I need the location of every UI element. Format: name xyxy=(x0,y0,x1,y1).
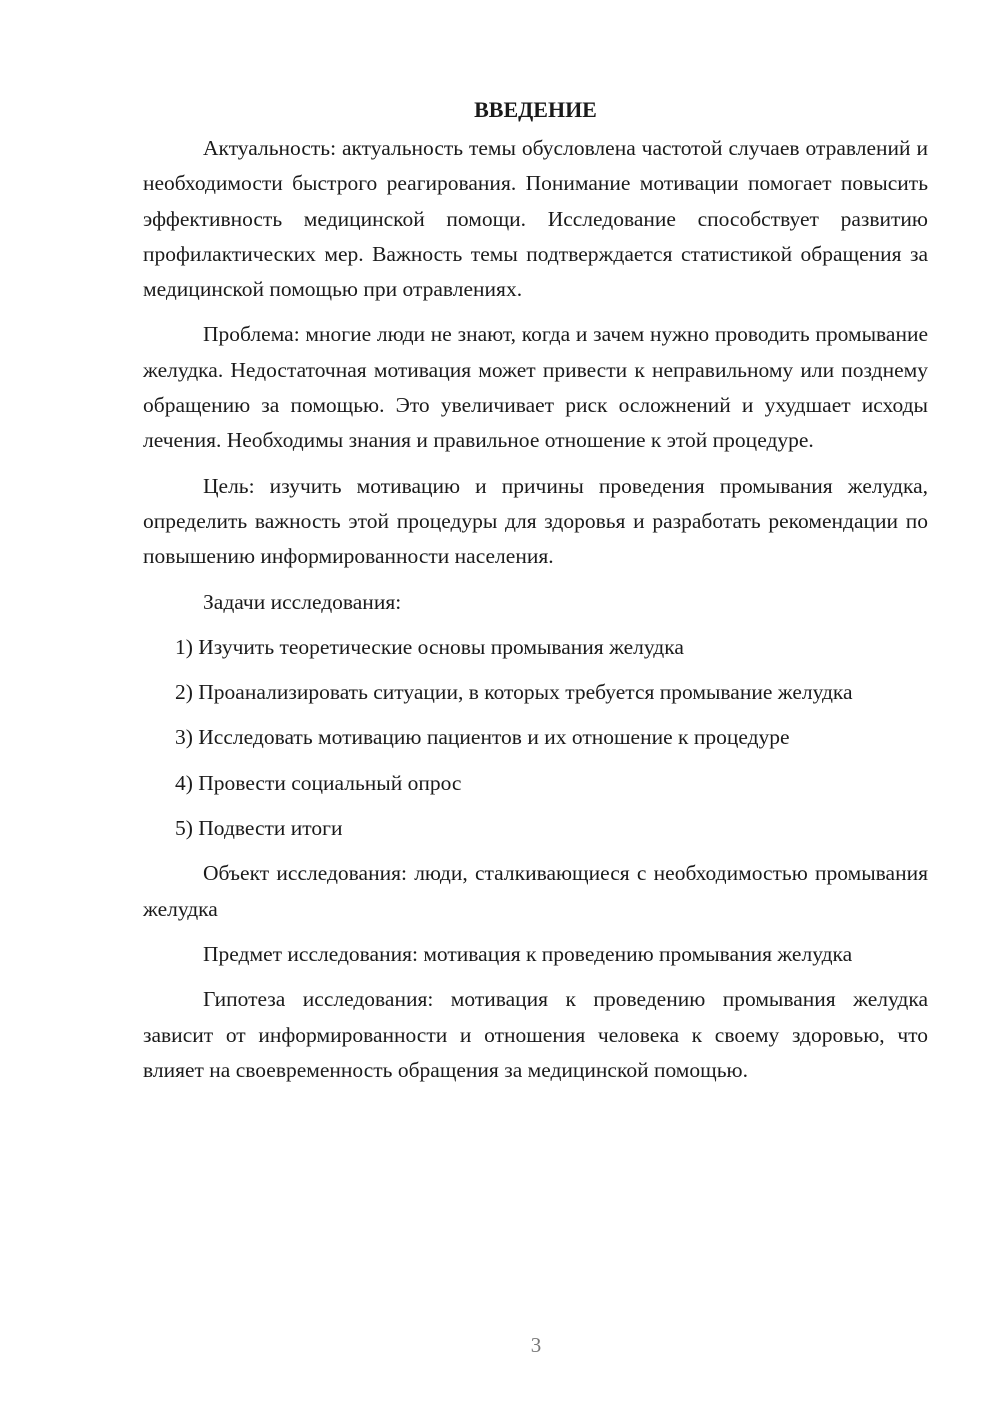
task-item: 4) Провести социальный опрос xyxy=(175,770,462,795)
paragraph-goal: Цель: изучить мотивацию и причины проведения промывания желудка, определить важность этой процедуры для здоровья и разработать рекомендации по повышению информированности населения. xyxy=(143,473,928,569)
page-number: 3 xyxy=(530,1333,542,1357)
document-page xyxy=(143,92,928,1098)
page-title: ВВЕДЕНИЕ xyxy=(474,97,597,122)
paragraph-problem: Проблема: многие люди не знают, когда и зачем нужно проводить промывание желудка. Недостаточная мотивация может привести к неправильному или позднему обращению за помощью. Это увеличивает риск осложнений и ухудшает исходы лечения. Необходимы знания и правильное отношение к этой процедуре. xyxy=(143,322,928,453)
task-item: 2) Проанализировать ситуации, в которых требуется промывание желудка xyxy=(175,680,853,705)
paragraph-object: Объект исследования: люди, сталкивающиеся с необходимостью промывания желудка xyxy=(143,861,928,921)
task-item: 3) Исследовать мотивацию пациентов и их отношение к процедуре xyxy=(175,725,790,750)
paragraph-hypothesis: Гипотеза исследования: мотивация к проведению промывания желудка зависит от информированности и отношения человека к своему здоровью, что влияет на своевременность обращения за медицинской помощью. xyxy=(143,987,928,1082)
paragraph-relevance: Актуальность: актуальность темы обусловлена частотой случаев отравлений и необходимости быстрого реагирования. Понимание мотивации помогает повысить эффективность медицинской помощи. Исследование способствует развитию профилактических мер. Важность темы подтверждается статистикой обращения за медицинской помощью при отравлениях. xyxy=(143,136,928,302)
task-item: 1) Изучить теоретические основы промывания желудка xyxy=(175,634,684,659)
tasks-heading: Задачи исследования: xyxy=(203,589,402,614)
task-item: 5) Подвести итоги xyxy=(175,816,343,841)
paragraph-subject: Предмет исследования: мотивация к проведению промывания желудка xyxy=(203,941,853,966)
